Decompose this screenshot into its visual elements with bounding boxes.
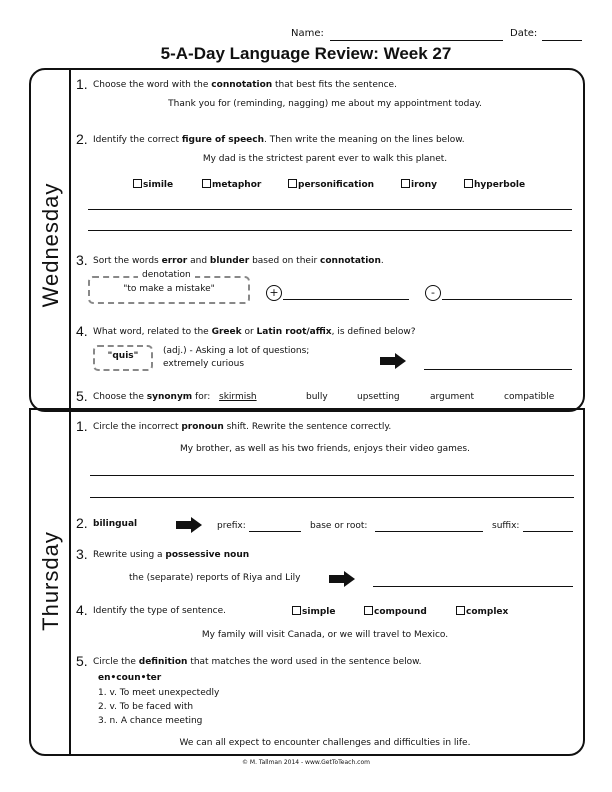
plus-circle-icon: +: [266, 285, 282, 301]
thu-q2-number: 2.: [76, 515, 88, 531]
positive-answer-line[interactable]: [283, 299, 409, 300]
wednesday-divider: [69, 68, 71, 410]
checkbox-simple[interactable]: simple: [292, 606, 335, 617]
thursday-label: Thursday: [38, 531, 63, 631]
wednesday-label: Wednesday: [38, 182, 63, 308]
wed-q2-sentence: My dad is the strictest parent ever to walk this planet.: [202, 154, 448, 164]
name-line[interactable]: [330, 40, 503, 41]
wed-q2-prompt: Identify the correct figure of speech. Then write the meaning on the lines below.: [93, 135, 465, 145]
root-text: "quis": [107, 351, 139, 361]
checkbox-icon: [364, 606, 373, 615]
wed-q2-number: 2.: [76, 131, 88, 147]
root-line[interactable]: [375, 531, 483, 532]
wed-q4-definition-line-1: (adj.) - Asking a lot of questions;: [163, 346, 310, 356]
thu-q3-prompt: Rewrite using a possessive noun: [93, 550, 250, 560]
page-title: 5-A-Day Language Review: Week 27: [160, 44, 452, 63]
thu-q5-prompt: Circle the definition that matches the word used in the sentence below.: [93, 657, 422, 667]
arrow-right-icon: [329, 571, 355, 587]
checkbox-metaphor[interactable]: metaphor: [202, 179, 261, 190]
thu-q1-answer-line-2[interactable]: [90, 497, 574, 498]
thu-q1-sentence[interactable]: My brother, as well as his two friends, enjoys their video games.: [180, 444, 470, 454]
wed-q1-prompt: Choose the word with the connotation that best fits the sentence.: [93, 80, 397, 90]
checkbox-simile[interactable]: simile: [133, 179, 173, 190]
wed-q4-answer-line[interactable]: [424, 369, 572, 370]
synonym-option-bully[interactable]: bully: [306, 392, 328, 402]
synonym-option-argument[interactable]: argument: [430, 392, 475, 402]
checkbox-icon: [133, 179, 142, 188]
checkbox-icon: [401, 179, 410, 188]
denotation-text: "to make a mistake": [123, 284, 215, 294]
synonym-option-compatible[interactable]: compatible: [504, 392, 555, 402]
footer-credit: © M. Tallman 2014 - www.GetToTeach.com: [242, 759, 370, 766]
thursday-divider: [69, 408, 71, 756]
wed-q2-answer-line-1[interactable]: [88, 209, 572, 210]
prefix-label: prefix:: [217, 521, 246, 531]
thu-q3-number: 3.: [76, 546, 88, 562]
wed-q3-number: 3.: [76, 252, 88, 268]
thu-q2-word: bilingual: [93, 519, 138, 529]
minus-circle-icon: -: [425, 285, 441, 301]
negative-answer-line[interactable]: [442, 299, 572, 300]
checkbox-irony[interactable]: irony: [401, 179, 437, 190]
arrow-right-icon: [380, 353, 406, 369]
wed-q4-number: 4.: [76, 323, 88, 339]
wed-q1-number: 1.: [76, 76, 88, 92]
thu-q4-sentence: My family will visit Canada, or we will travel to Mexico.: [201, 630, 449, 640]
date-label: Date:: [510, 28, 538, 39]
thu-q3-answer-line[interactable]: [373, 586, 573, 587]
wed-q5-word: skirmish: [219, 392, 257, 402]
synonym-option-upsetting[interactable]: upsetting: [357, 392, 400, 402]
wed-q4-definition-line-2: extremely curious: [163, 359, 245, 369]
checkbox-icon: [292, 606, 301, 615]
thu-q1-answer-line-1[interactable]: [90, 475, 574, 476]
definition-option-3[interactable]: 3. n. A chance meeting: [98, 716, 203, 726]
root-label: base or root:: [310, 521, 368, 531]
prefix-line[interactable]: [249, 531, 301, 532]
definition-option-2[interactable]: 2. v. To be faced with: [98, 702, 194, 712]
name-label: Name:: [291, 28, 324, 39]
thu-q1-prompt: Circle the incorrect pronoun shift. Rewrite the sentence correctly.: [93, 422, 392, 432]
checkbox-icon: [288, 179, 297, 188]
checkbox-hyperbole[interactable]: hyperbole: [464, 179, 525, 190]
checkbox-compound[interactable]: compound: [364, 606, 427, 617]
thu-q5-number: 5.: [76, 653, 88, 669]
wed-q3-prompt: Sort the words error and blunder based on their connotation.: [93, 256, 384, 266]
suffix-line[interactable]: [523, 531, 573, 532]
date-line[interactable]: [542, 40, 582, 41]
wed-q4-prompt: What word, related to the Greek or Latin root/affix, is defined below?: [93, 327, 416, 337]
checkbox-icon: [464, 179, 473, 188]
thu-q1-number: 1.: [76, 418, 88, 434]
suffix-label: suffix:: [492, 521, 520, 531]
checkbox-personification[interactable]: personification: [288, 179, 374, 190]
denotation-label: denotation: [138, 270, 195, 280]
thu-q4-prompt: Identify the type of sentence.: [93, 606, 227, 616]
wed-q5-prompt: Choose the synonym for:: [93, 392, 211, 402]
wed-q2-answer-line-2[interactable]: [88, 230, 572, 231]
thu-q5-headword: en•coun•ter: [98, 673, 162, 683]
checkbox-icon: [202, 179, 211, 188]
definition-option-1[interactable]: 1. v. To meet unexpectedly: [98, 688, 220, 698]
checkbox-icon: [456, 606, 465, 615]
arrow-right-icon: [176, 517, 202, 533]
thu-q3-phrase: the (separate) reports of Riya and Lily: [129, 573, 301, 583]
thu-q5-sentence: We can all expect to encounter challenges and difficulties in life.: [179, 738, 471, 748]
thu-q4-number: 4.: [76, 602, 88, 618]
checkbox-complex[interactable]: complex: [456, 606, 508, 617]
wed-q1-sentence[interactable]: Thank you for (reminding, nagging) me about my appointment today.: [168, 99, 482, 109]
wed-q5-number: 5.: [76, 388, 88, 404]
